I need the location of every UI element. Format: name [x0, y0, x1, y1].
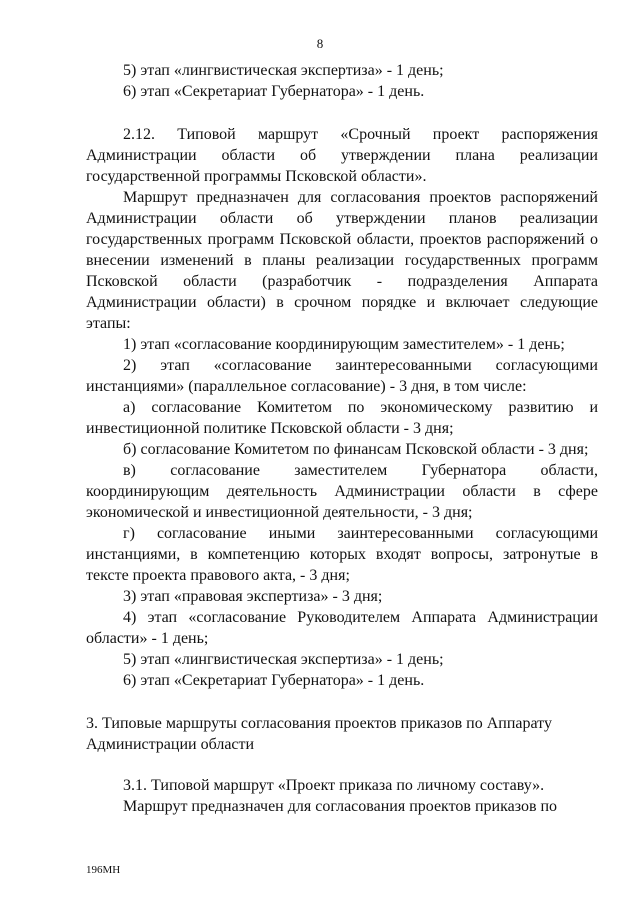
section-3-heading-line2: Администрации области: [86, 736, 255, 753]
document-body: [86, 60, 598, 817]
section-2-12-heading: 2.12. Типовой маршрут «Срочный проект распоряжения Администрации области об утверждении плана реализации государственной программы Псковской области».: [86, 126, 598, 185]
list-item: а) согласование Комитетом по экономическому развитию и инвестиционной политике Псковской области - 3 дня;: [86, 399, 598, 437]
list-item: 4) этап «согласование Руководителем Аппарата Администрации области» - 1 день;: [86, 609, 598, 647]
stage-5-item: 5) этап «лингвистическая экспертиза» - 1 день;: [123, 62, 444, 79]
list-item: г) согласование иными заинтересованными согласующими инстанциями, в компетенцию которых входят вопросы, затронутые в тексте проекта правового акта, - 3 дня;: [86, 525, 598, 584]
list-item: б) согласование Комитетом по финансам Псковской области - 3 дня;: [123, 441, 589, 458]
section-2-12-intro: Маршрут предназначен для согласования проектов распоряжений Администрации области об утверждении планов реализации государственных программ Псковской области, проектов распоряжений о внесении изменений в планы реализации государственных программ Псковской области (разработчик - подразделения Аппарата Администрации области) в срочном порядке и включает следующие этапы:: [86, 189, 598, 332]
list-item: 3) этап «правовая экспертиза» - 3 дня;: [123, 588, 383, 605]
list-item: 6) этап «Секретариат Губернатора» - 1 день.: [123, 672, 425, 689]
list-item: в) согласование заместителем Губернатора области, координирующим деятельность Администрации области в сфере экономической и инвестиционной деятельности, - 3 дня;: [86, 462, 598, 521]
list-item: 1) этап «согласование координирующим заместителем» - 1 день;: [123, 336, 565, 353]
section-3-1-intro: Маршрут предназначен для согласования проектов приказов по: [123, 798, 558, 815]
list-item: 2) этап «согласование заинтересованными согласующими инстанциями» (параллельное согласование) - 3 дня, в том числе:: [86, 357, 598, 395]
section-3-1-heading: 3.1. Типовой маршрут «Проект приказа по личному составу».: [123, 777, 545, 794]
footer-code: 196МН: [86, 864, 121, 876]
list-item: 5) этап «лингвистическая экспертиза» - 1 день;: [123, 651, 444, 668]
stage-6-item: 6) этап «Секретариат Губернатора» - 1 день.: [123, 83, 425, 100]
section-3-heading-line1: 3. Типовые маршруты согласования проектов приказов по Аппарату: [86, 715, 552, 732]
page-number: 8: [316, 36, 324, 51]
